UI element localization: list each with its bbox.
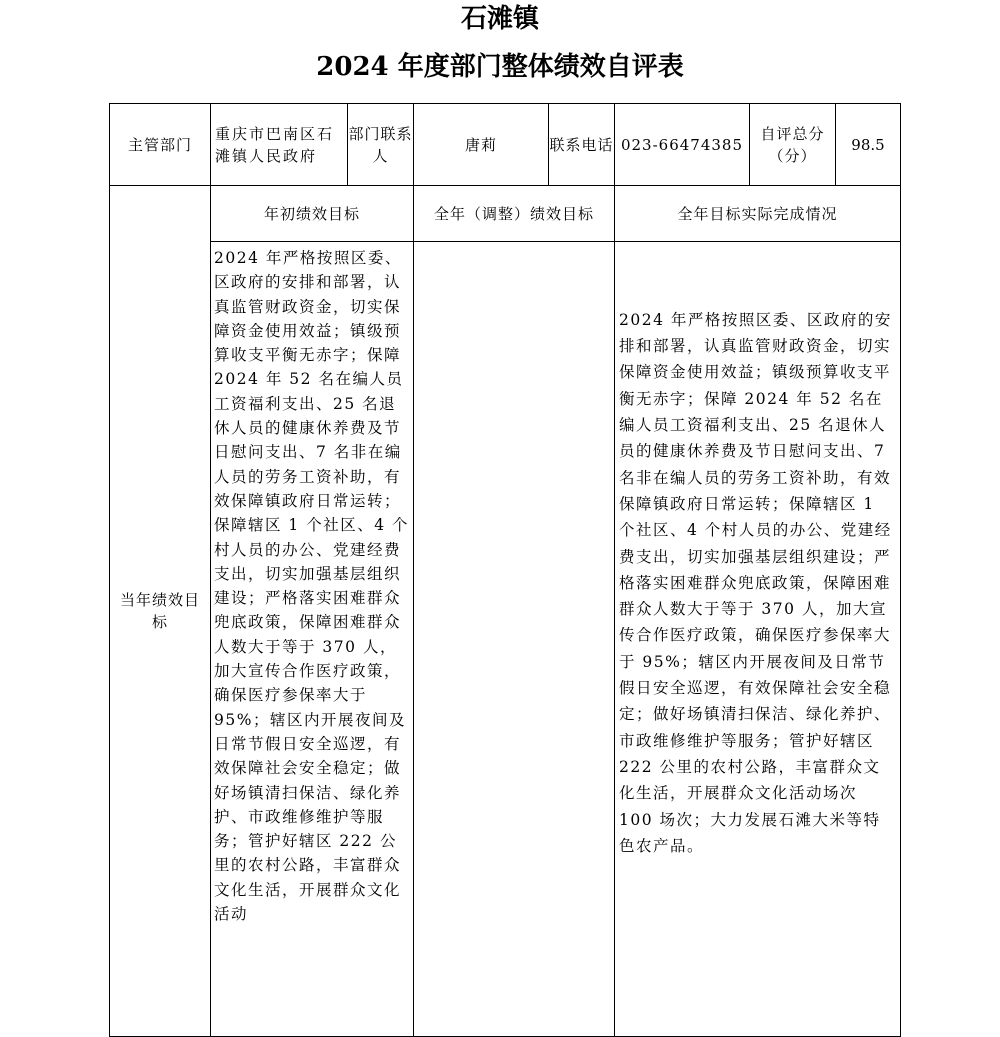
contact-name: 唐莉 [414, 104, 549, 186]
adjusted-goal-cell [414, 242, 615, 1037]
actual-result-text: 2024 年严格按照区委、区政府的安排和部署，认真监管财政资金，切实保障资金使用效益；镇级预算收支平衡无赤字；保障 2024 年 52 名在编人员工资福利支出、25 名退休人员的健康休养费及节日慰问支出、7 名非在编人员的劳务工资补助，有效保障镇政府日常运转；保障辖区 1 个社区、4 个村人员的办公、党建经费支出，切实加强基层组织建设；严格落实困难群众兜底政策，保障困难群众人数大于等于 370 人，加大宣传合作医疗政策，确保医疗参保率大于 95%；辖区内开展夜间及日常节假日安全巡逻，有效保障社会安全稳定；做好场镇清扫保洁、绿化养护、市政维修维护等服务；管护好辖区 222 公里的农村公路，丰富群众文化生活，开展群众文化活动场次 100 场次；大力发展石滩大米等特色农产品。 [619, 310, 892, 855]
score-value: 98.5 [836, 104, 901, 186]
initial-goal-header: 年初绩效目标 [211, 186, 414, 242]
actual-result-header: 全年目标实际完成情况 [615, 186, 901, 242]
goals-row-label: 当年绩效目标 [110, 186, 211, 1037]
dept-name: 重庆市巴南区石滩镇人民政府 [211, 104, 348, 186]
phone-label: 联系电话 [549, 104, 615, 186]
actual-result-cell [615, 242, 901, 1037]
goals-header-row [110, 186, 901, 242]
town-title: 石滩镇 [460, 4, 539, 34]
adjusted-goal-header: 全年（调整）绩效目标 [414, 186, 615, 242]
score-label: 自评总分（分） [750, 104, 836, 186]
dept-label: 主管部门 [110, 104, 211, 186]
performance-table [109, 103, 901, 1037]
info-row [110, 104, 901, 186]
form-title: 2024 年度部门整体绩效自评表 [316, 52, 684, 82]
initial-goal-text: 2024 年严格按照区委、区政府的安排和部署，认真监管财政资金，切实保障资金使用效益；镇级预算收支平衡无赤字；保障 2024 年 52 名在编人员工资福利支出、25 名退休人员的健康休养费及节日慰问支出、7 名非在编人员的劳务工资补助，有效保障镇政府日常运转；保障辖区 1 个社区、4 个村人员的办公、党建经费支出，切实加强基层组织建设；严格落实困难群众兜底政策，保障困难群众人数大于等于 370 人，加大宣传合作医疗政策，确保医疗参保率大于 95%；辖区内开展夜间及日常节假日安全巡逻，有效保障社会安全稳定；做好场镇清扫保洁、绿化养护、市政维修维护等服务；管护好辖区 222 公里的农村公路，丰富群众文化生活，开展群众文化活动 [214, 249, 410, 924]
initial-goal-cell [211, 242, 414, 1037]
phone-value: 023-66474385 [615, 104, 750, 186]
contact-label: 部门联系人 [348, 104, 414, 186]
goals-content-row [110, 242, 901, 1037]
